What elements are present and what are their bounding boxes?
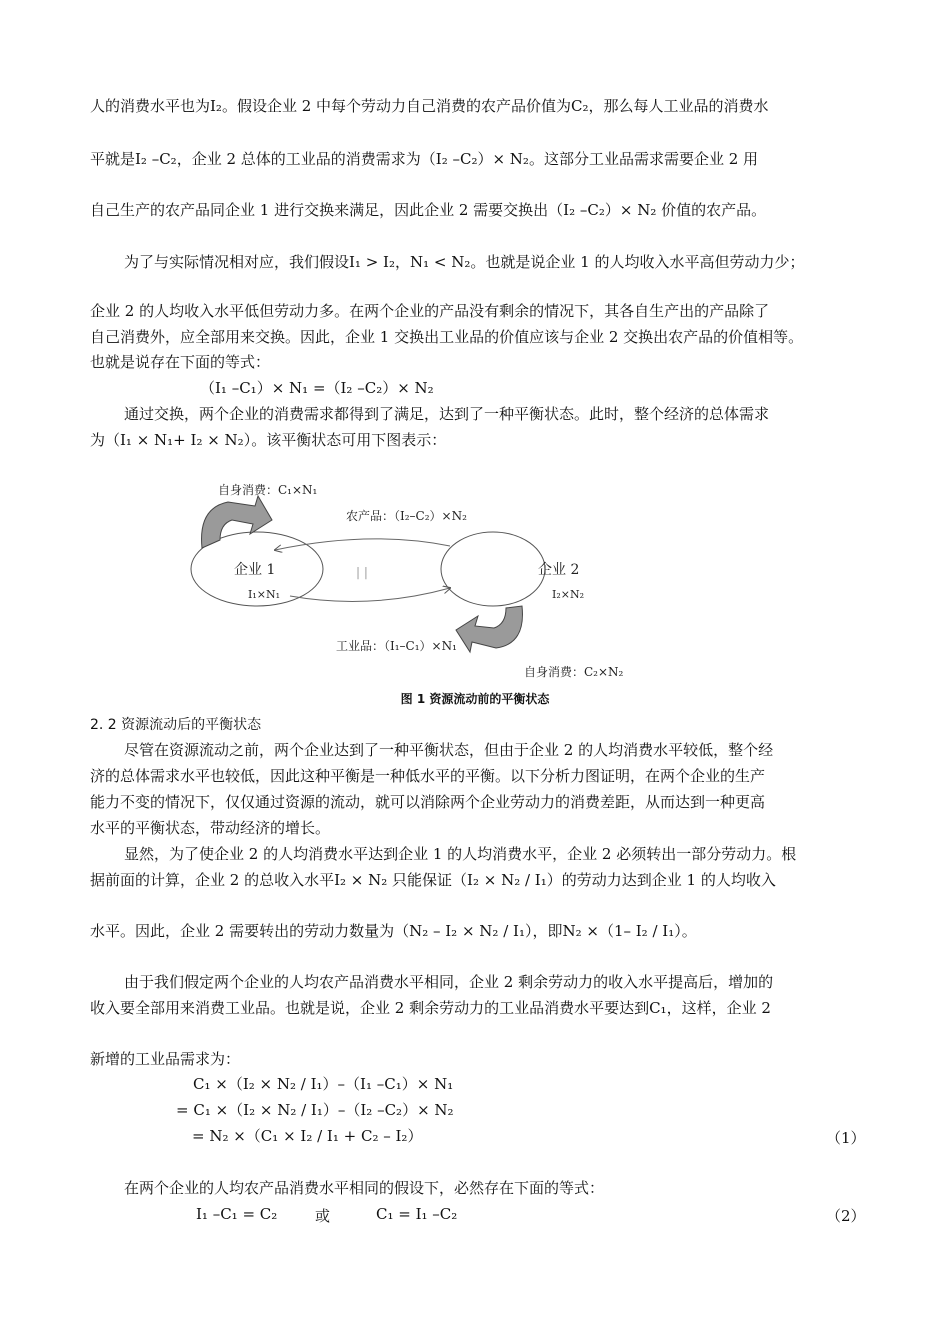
paragraph-line: 也就是说存在下面的等式： bbox=[90, 353, 271, 371]
equation-2b: C₁ = I₁ –C₂ bbox=[376, 1205, 458, 1223]
agri-flow-arrow bbox=[275, 539, 450, 550]
paragraph-line: 为了与实际情况相对应，我们假设I₁ > I₂，N₁ < N₂。也就是说企业 1 的人均收入水平高但劳动力少； bbox=[124, 253, 805, 271]
equilibrium-diagram bbox=[180, 470, 640, 685]
section-heading: 2. 2 资源流动后的平衡状态 bbox=[90, 717, 262, 733]
equal-mark: | | bbox=[356, 565, 368, 579]
equation-1c: = N₂ ×（C₁ × I₂ / I₁ + C₂ – I₂） bbox=[192, 1127, 423, 1145]
paragraph-line: 据前面的计算，企业 2 的总收入水平I₂ × N₂ 只能保证（I₂ × N₂ / I₁）的劳动力达到企业 1 的人均收入 bbox=[90, 871, 776, 889]
paragraph-line: 由于我们假定两个企业的人均农产品消费水平相同，企业 2 剩余劳动力的收入水平提高后，增加的 bbox=[124, 973, 774, 991]
equation: （I₁ –C₁）× N₁ =（I₂ –C₂）× N₂ bbox=[200, 379, 434, 397]
industrial-flow-label: 工业品：（I₁–C₁）×N₁ bbox=[336, 639, 457, 653]
paragraph-line: 企业 2 的人均收入水平低但劳动力多。在两个企业的产品没有剩余的情况下，其各自生产出的产品除了 bbox=[90, 302, 770, 320]
equation-2-or: 或 bbox=[315, 1207, 331, 1225]
equation-2a: I₁ –C₁ = C₂ bbox=[196, 1205, 278, 1223]
equation-number-1: （1） bbox=[826, 1129, 866, 1147]
paragraph-line: 通过交换，两个企业的消费需求都得到了满足，达到了一种平衡状态。此时，整个经济的总体需求 bbox=[124, 405, 770, 423]
self-consume-1-label: 自身消费：C₁×N₁ bbox=[218, 483, 318, 497]
equation-1b: = C₁ ×（I₂ × N₂ / I₁）–（I₂ –C₂）× N₂ bbox=[176, 1101, 454, 1119]
equation-1a: C₁ ×（I₂ × N₂ / I₁）–（I₁ –C₁）× N₁ bbox=[193, 1075, 454, 1093]
paragraph-line: 水平。因此，企业 2 需要转出的劳动力数量为（N₂ – I₂ × N₂ / I₁），即N₂ ×（1– I₂ / I₁）。 bbox=[90, 922, 697, 940]
equation-number-2: （2） bbox=[826, 1207, 866, 1225]
paragraph-line: 能力不变的情况下，仅仅通过资源的流动，就可以消除两个企业劳动力的消费差距，从而达到一种更高 bbox=[90, 793, 766, 811]
paragraph-line: 自己消费外，应全部用来交换。因此，企业 1 交换出工业品的价值应该与企业 2 交换出农产品的价值相等。 bbox=[90, 328, 804, 346]
paragraph-line: 新增的工业品需求为： bbox=[90, 1050, 241, 1068]
paragraph-line: 为（I₁ × N₁+ I₂ × N₂）。该平衡状态可用下图表示： bbox=[90, 431, 447, 449]
paragraph-line: 在两个企业的人均农产品消费水平相同的假设下，必然存在下面的等式： bbox=[124, 1179, 605, 1197]
paragraph-line: 自己生产的农产品同企业 1 进行交换来满足，因此企业 2 需要交换出（I₂ –C₂）× N₂ 价值的农产品。 bbox=[90, 201, 767, 219]
figure-caption: 图 1 资源流动前的平衡状态 bbox=[400, 692, 550, 706]
firm-2-income-label: I₂×N₂ bbox=[552, 588, 585, 601]
self-consume-2-label: 自身消费：C₂×N₂ bbox=[524, 665, 624, 679]
agri-flow-label: 农产品：（I₂–C₂）×N₂ bbox=[346, 509, 467, 523]
firm-2-node bbox=[441, 532, 545, 606]
paragraph-line: 水平的平衡状态，带动经济的增长。 bbox=[90, 819, 331, 837]
self-consume-2-arrow bbox=[456, 606, 522, 652]
paragraph-line: 显然，为了使企业 2 的人均消费水平达到企业 1 的人均消费水平，企业 2 必须转出一部分劳动力。根 bbox=[124, 845, 797, 863]
paragraph-line: 平就是I₂ –C₂，企业 2 总体的工业品的消费需求为（I₂ –C₂）× N₂。这部分工业品需求需要企业 2 用 bbox=[90, 150, 759, 168]
paragraph-line: 收入要全部用来消费工业品。也就是说，企业 2 剩余劳动力的工业品消费水平要达到C₁，这样，企业 2 bbox=[90, 999, 771, 1017]
firm-2-label: 企业 2 bbox=[538, 562, 580, 578]
paragraph-line: 济的总体需求水平也较低，因此这种平衡是一种低水平的平衡。以下分析力图证明，在两个企业的生产 bbox=[90, 767, 766, 785]
paragraph-line: 人的消费水平也为I₂。假设企业 2 中每个劳动力自己消费的农产品价值为C₂，那么每人工业品的消费水 bbox=[90, 97, 769, 115]
industrial-flow-arrow bbox=[290, 588, 450, 601]
self-consume-1-arrow bbox=[202, 496, 272, 548]
firm-1-income-label: I₁×N₁ bbox=[248, 588, 281, 601]
firm-1-label: 企业 1 bbox=[234, 562, 276, 578]
paragraph-line: 尽管在资源流动之前，两个企业达到了一种平衡状态，但由于企业 2 的人均消费水平较低，整个经 bbox=[124, 741, 774, 759]
